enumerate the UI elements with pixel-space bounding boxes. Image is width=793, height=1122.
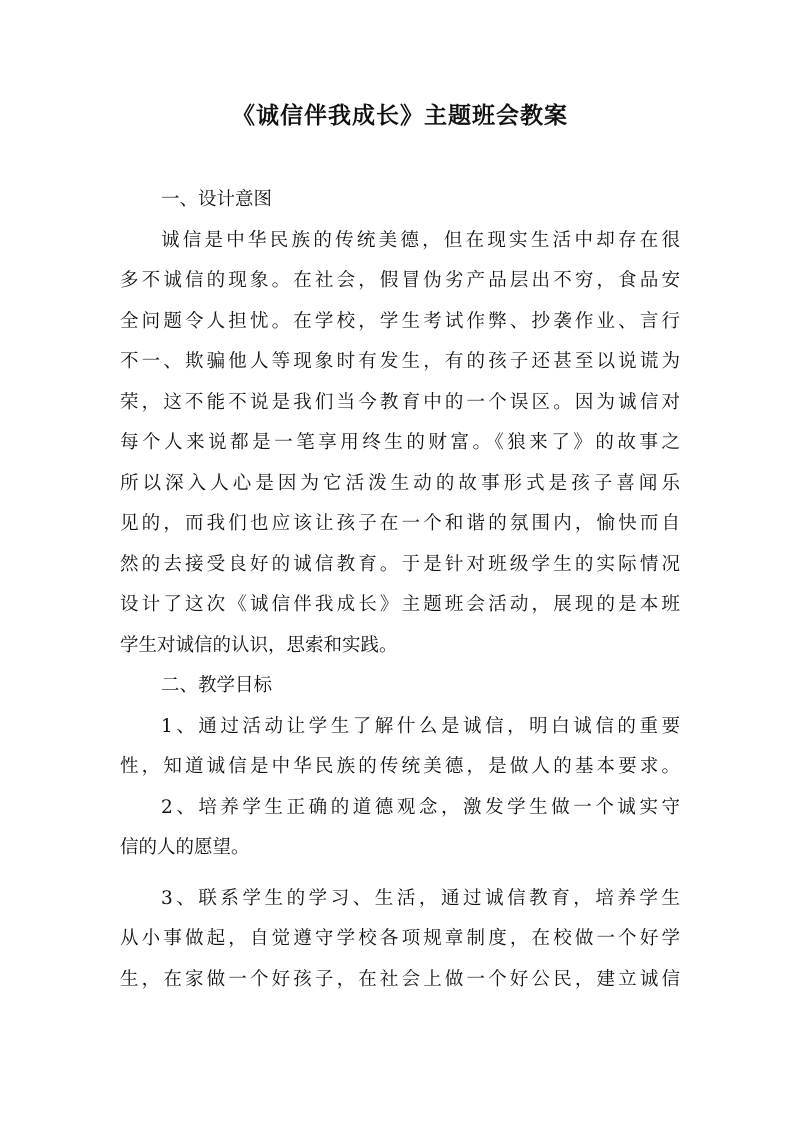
goal-line: 2、培养学生正确的道德观念，激发学生做一个诚实守 [161,796,680,818]
paragraph-line: 不一、欺骗他人等现象时有发生，有的孩子还甚至以说谎为 [120,351,680,372]
paragraph-line: 然的去接受良好的诚信教育。于是针对班级学生的实际情况 [120,553,680,575]
goal-line: 3、联系学生的学习、生活，通过诚信教育，培养学生 [161,887,680,909]
section-heading-design-intent: 一、设计意图 [161,189,273,210]
paragraph-line: 所以深入人心是因为它活泼生动的故事形式是孩子喜闻乐 [120,472,680,494]
paragraph-line: 设计了这次《诚信伴我成长》主题班会活动，展现的是本班 [120,594,680,615]
goal-line: 性，知道诚信是中华民族的传统美德，是做人的基本要求。 [120,756,680,777]
goal-line: 信的人的愿望。 [120,837,250,858]
document-title: 《诚信伴我成长》主题班会教案 [232,102,568,129]
paragraph-line: 学生对诚信的认识，思索和实践。 [120,634,398,656]
paragraph-line: 每个人来说都是一笔享用终生的财富。《狼来了》的故事之 [120,432,680,453]
paragraph-line: 全问题令人担忧。在学校，学生考试作弊、抄袭作业、言行 [120,310,680,332]
paragraph-line: 荣，这不能不说是我们当今教育中的一个误区。因为诚信对 [120,391,680,413]
paragraph-line: 多不诚信的现象。在社会，假冒伪劣产品层出不穷，食品安 [120,270,680,291]
paragraph-line: 见的，而我们也应该让孩子在一个和谐的氛围内，愉快而自 [120,513,680,534]
paragraph-line: 诚信是中华民族的传统美德，但在现实生活中却存在很 [161,229,680,251]
goal-line: 从小事做起，自觉遵守学校各项规章制度，在校做一个好学 [120,928,680,949]
document-body [120,180,680,1000]
goal-line: 生，在家做一个好孩子，在社会上做一个好公民，建立诚信 [120,968,680,990]
section-heading-teaching-goals: 二、教学目标 [161,675,273,696]
goal-line: 1、通过活动让学生了解什么是诚信，明白诚信的重要 [161,715,680,737]
